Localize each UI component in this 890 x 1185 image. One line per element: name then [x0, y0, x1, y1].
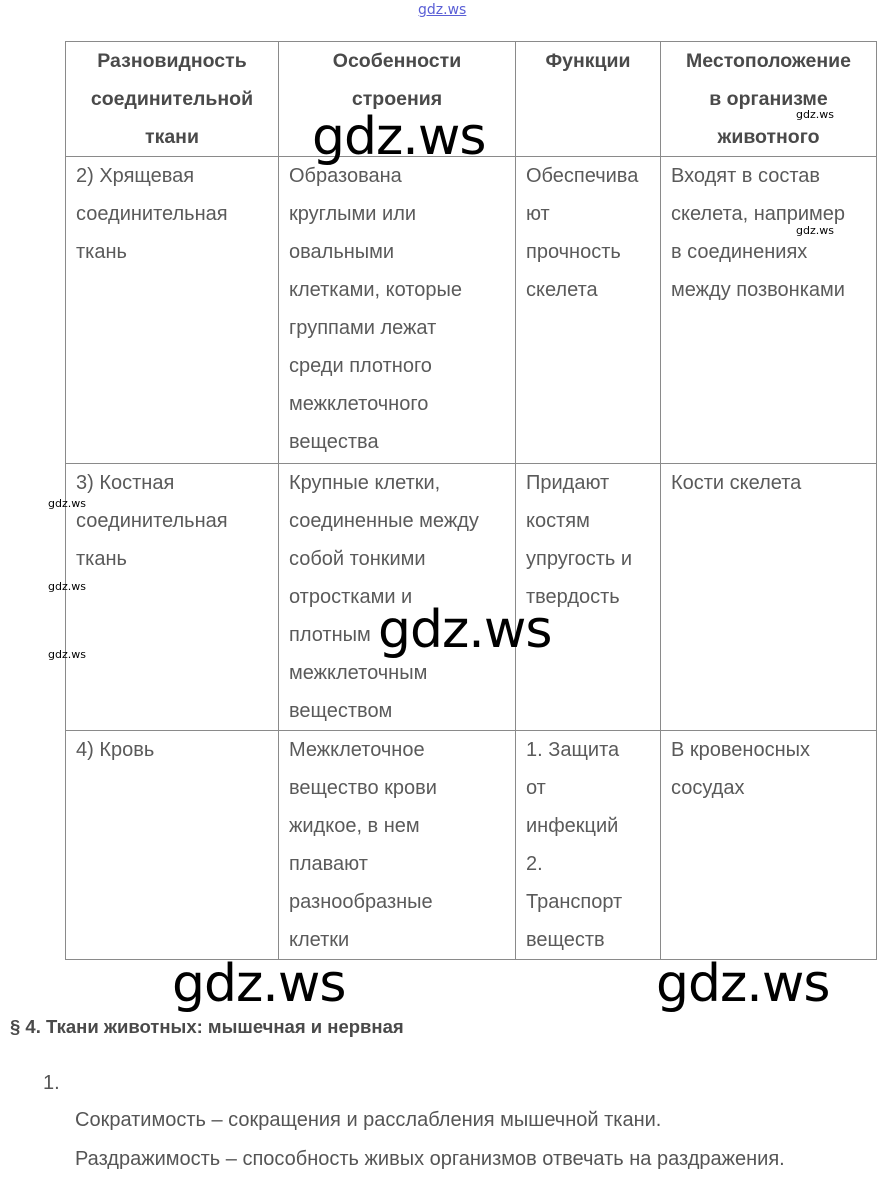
cell-line: в соединениях [671, 241, 808, 263]
cell-line: веществом [289, 700, 393, 722]
cell-functions [516, 464, 661, 731]
header-line: Разновидность [97, 50, 247, 72]
cell-line: клетки [289, 929, 350, 951]
cell-type [66, 157, 279, 464]
watermark-small: gdz.ws [48, 648, 86, 661]
cell-line: Обеспечива [526, 165, 639, 187]
cell-line: прочность [526, 241, 621, 263]
watermark-logo: gdz.ws [378, 600, 552, 660]
cell-line: скелета [526, 279, 598, 301]
header-type [66, 42, 279, 157]
header-functions [516, 42, 661, 157]
cell-line: Крупные клетки, [289, 472, 441, 494]
header-location [661, 42, 877, 157]
cell-line: Образована [289, 165, 402, 187]
cell-line: разнообразные [289, 891, 433, 913]
cell-line: сосудах [671, 777, 745, 799]
cell-line: 2) Хрящевая [76, 165, 195, 187]
watermark-top-link[interactable]: gdz.ws [418, 2, 467, 18]
header-line: Функции [545, 50, 631, 72]
cell-line: Межклеточное [289, 739, 425, 761]
cell-line: Входят в состав [671, 165, 821, 187]
section-title: § 4. Ткани животных: мышечная и нервная [10, 1016, 404, 1037]
watermark-small: gdz.ws [796, 108, 834, 121]
cell-functions [516, 731, 661, 960]
header-line: Местоположение [686, 50, 851, 72]
cell-line: соединительная [76, 203, 228, 225]
header-line: соединительной [90, 88, 254, 110]
cell-line: вещество крови [289, 777, 437, 799]
cell-line: плавают [289, 853, 368, 875]
cell-line: круглыми или [289, 203, 417, 225]
watermark-logo: gdz.ws [172, 954, 346, 1014]
cell-line: ткань [76, 241, 127, 263]
watermark-small: gdz.ws [48, 580, 86, 593]
connective-tissue-table [65, 41, 877, 960]
cell-line: жидкое, в нем [289, 815, 420, 837]
cell-line: межклеточного [289, 393, 429, 415]
cell-line: Придают [526, 472, 610, 494]
header-line: ткани [145, 126, 199, 148]
cell-line: от [526, 777, 546, 799]
cell-line: плотным [289, 624, 371, 646]
cell-line: веществ [526, 929, 605, 951]
cell-line: 2. [526, 853, 543, 875]
cell-line: собой тонкими [289, 548, 426, 570]
cell-line: группами лежат [289, 317, 437, 339]
header-line: Особенности [332, 50, 462, 72]
cell-line: овальными [289, 241, 395, 263]
cell-type [66, 731, 279, 960]
paragraph: Раздражимость – способность живых организмов отвечать на раздражения. [75, 1148, 785, 1170]
cell-line: 1. Защита [526, 739, 620, 761]
cell-type [66, 464, 279, 731]
cell-location [661, 464, 877, 731]
cell-line: В кровеносных [671, 739, 811, 761]
cell-line: твердость [526, 586, 620, 608]
cell-line: отростками и [289, 586, 413, 608]
cell-line: упругость и [526, 548, 633, 570]
cell-line: среди плотного [289, 355, 432, 377]
table-row [66, 157, 877, 464]
cell-functions [516, 157, 661, 464]
watermark-logo: gdz.ws [312, 107, 486, 167]
cell-line: ткань [76, 548, 127, 570]
cell-line: инфекций [526, 815, 619, 837]
header-line: строения [351, 88, 443, 110]
cell-line: скелета, например [671, 203, 846, 225]
cell-line: Транспорт [526, 891, 623, 913]
cell-line: вещества [289, 431, 379, 453]
cell-location [661, 731, 877, 960]
cell-location [661, 157, 877, 464]
cell-line: между позвонками [671, 279, 845, 301]
cell-line: соединенные между [289, 510, 479, 532]
watermark-small: gdz.ws [48, 497, 86, 510]
cell-structure [279, 731, 516, 960]
question-number: 1. [43, 1072, 60, 1094]
cell-line: 4) Кровь [76, 739, 155, 761]
cell-line: соединительная [76, 510, 228, 532]
cell-line: костям [526, 510, 590, 532]
cell-structure [279, 157, 516, 464]
paragraph: Сократимость – сокращения и расслабления мышечной ткани. [75, 1109, 662, 1131]
watermark-logo: gdz.ws [656, 954, 830, 1014]
table-row [66, 464, 877, 731]
cell-line: ют [526, 203, 550, 225]
header-line: животного [717, 126, 820, 148]
cell-line: 3) Костная [76, 472, 175, 494]
cell-line: Кости скелета [671, 472, 802, 494]
cell-line: межклеточным [289, 662, 428, 684]
watermark-small: gdz.ws [796, 224, 834, 237]
header-line: в организме [709, 88, 828, 110]
cell-line: клетками, которые [289, 279, 462, 301]
cell-structure [279, 464, 516, 731]
table-row [66, 731, 877, 960]
